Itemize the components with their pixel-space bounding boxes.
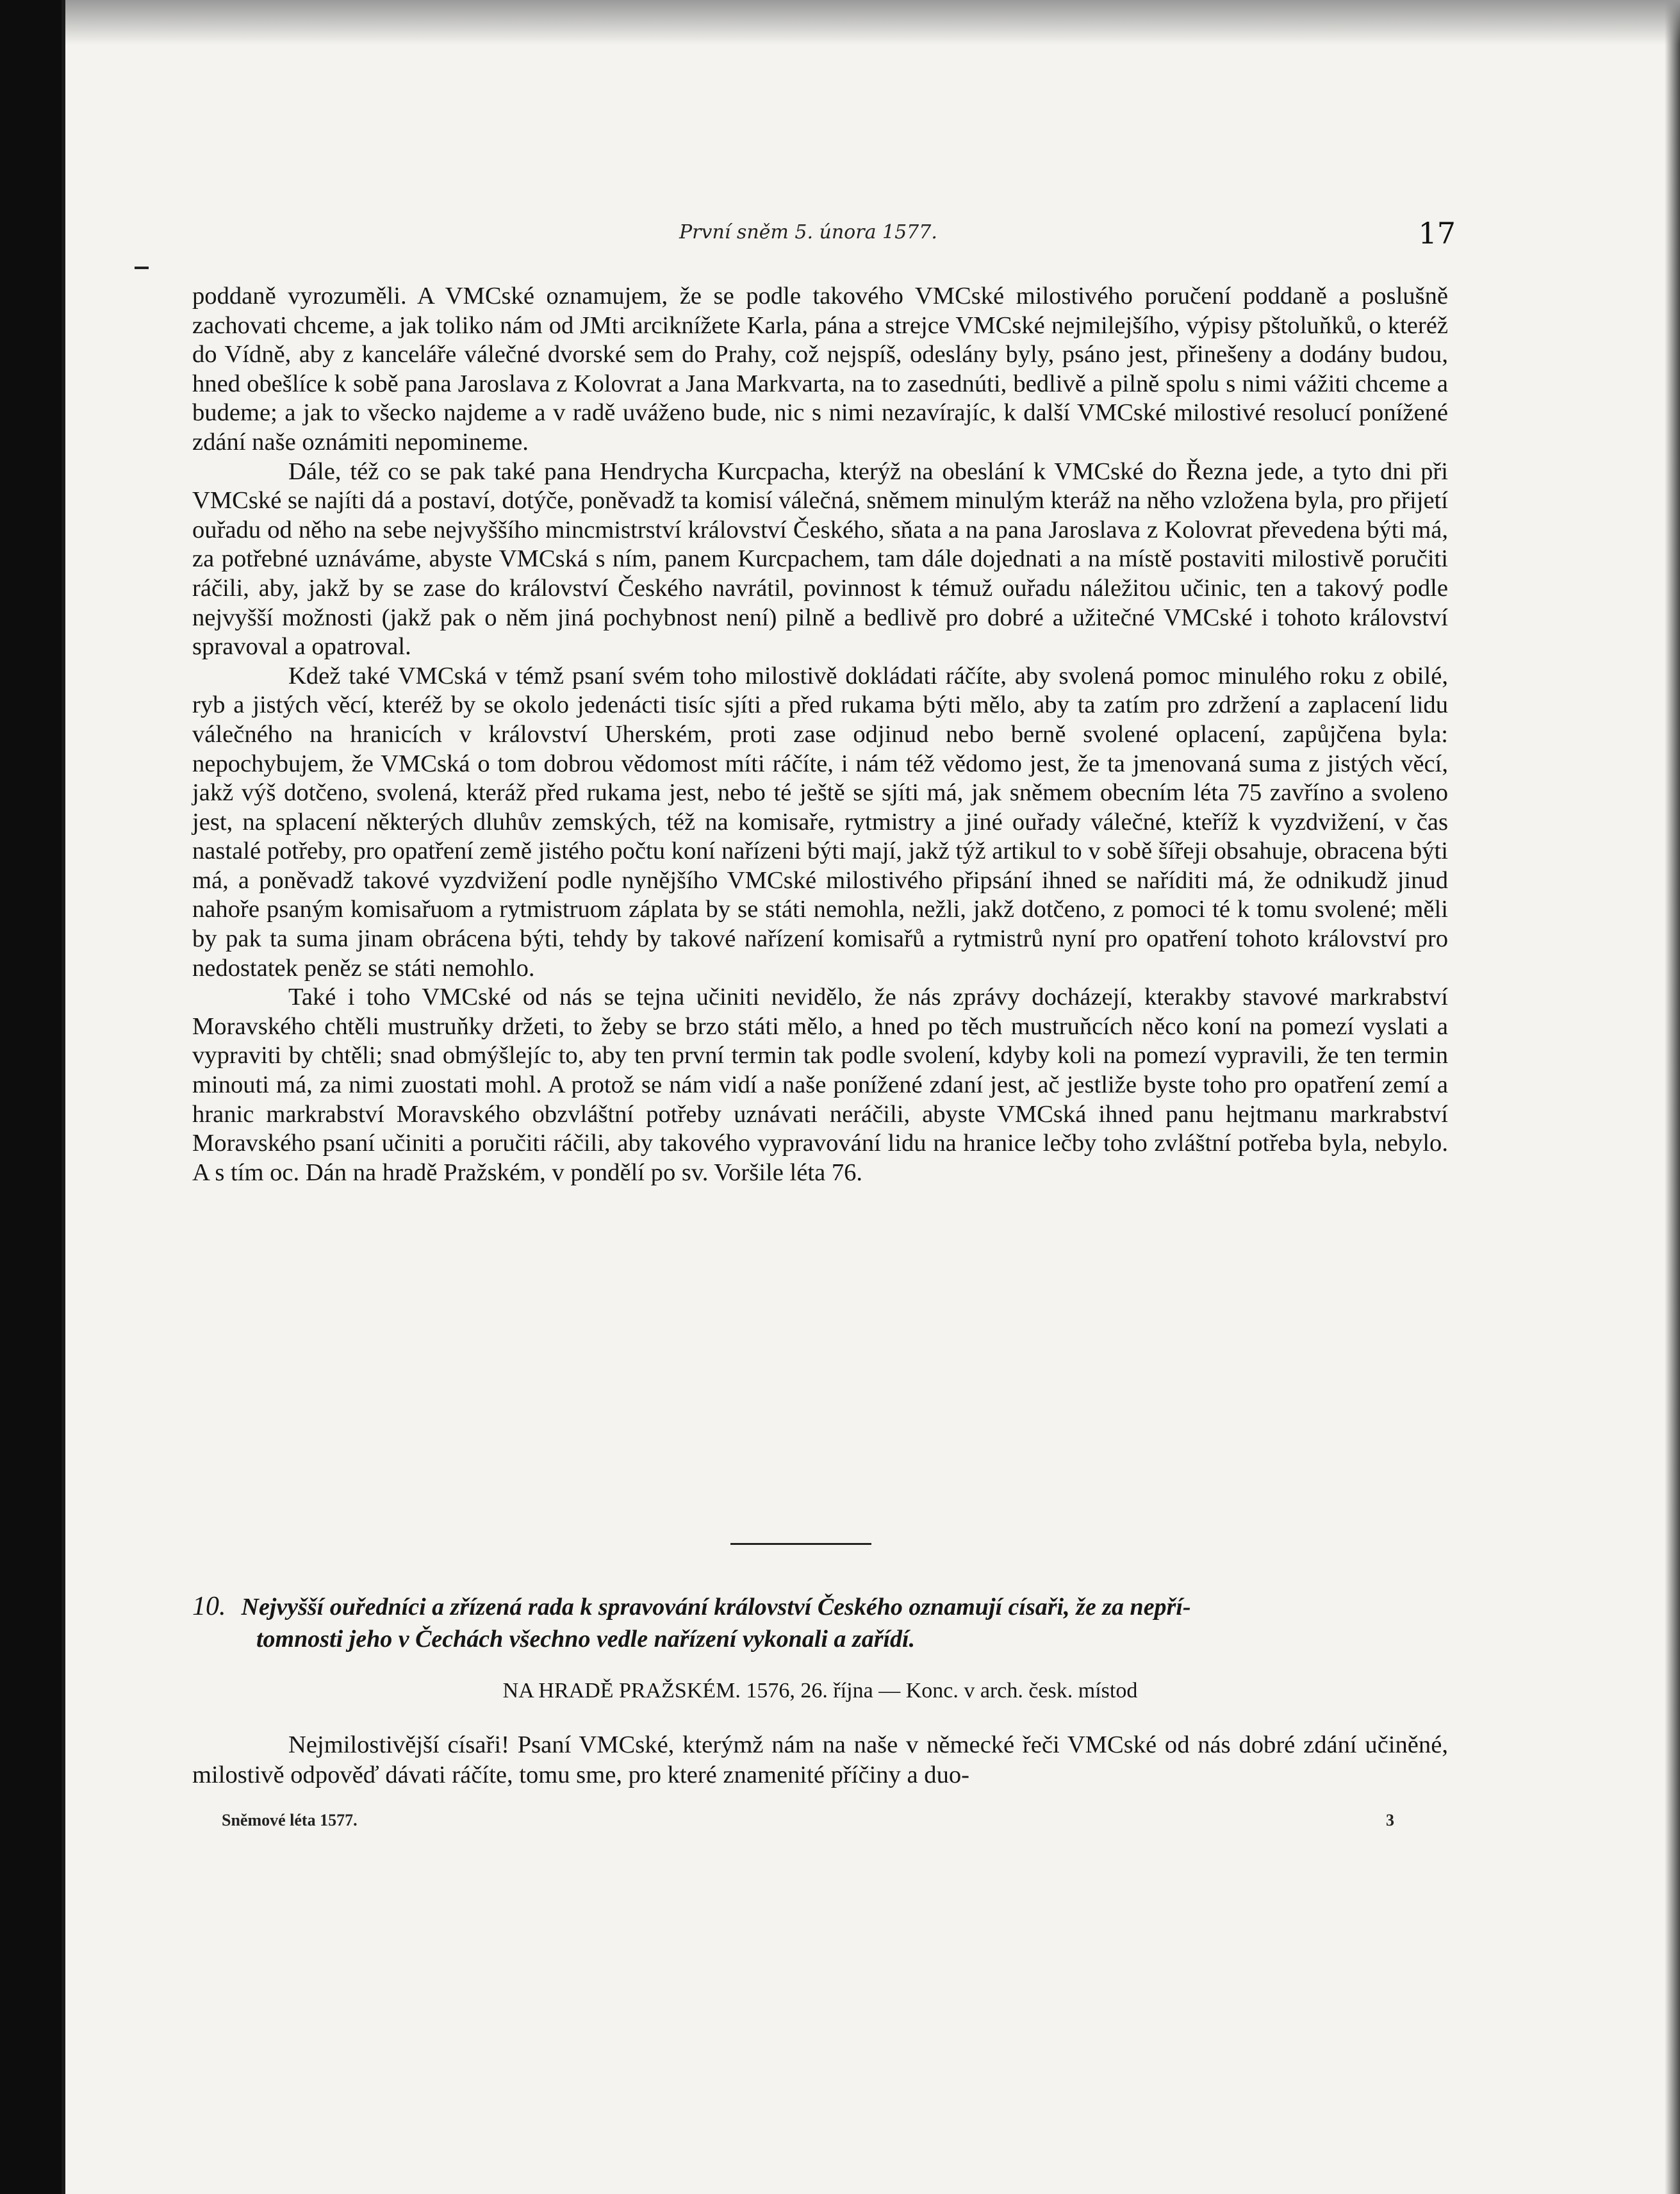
document-heading-line: Nejvyšší ouředníci a zřízená rada k spravování království Českého oznamují císaři, že za nepří- xyxy=(241,1594,1191,1621)
page-number: 17 xyxy=(1418,216,1456,251)
page-edge-shadow xyxy=(1665,0,1680,2194)
paragraph: Kdež také VMCská v témž psaní svém toho milostivě dokládati ráčíte, aby svolená pomoc minulého roku z obilé, ryb a jistých věcí, kteréž by se okolo jedenácti tisíc sjíti a před rukama býti mělo, aby ta zatím pro zdržení a zaplacení lidu válečného na hranicích v království Uherském, proti zase odjinud nebo berně svolené oplacení, zapůjčena byla: nepochybujem, že VMCská o tom dobrou vědomost míti ráčíte, i nám též vědomo jest, že ta jmenovaná suma z jistých věcí, jakž výš dotčeno, svolená, kteráž před rukama jest, nebo té ještě se sjíti má, jak sněmem obecním léta 75 zavříno a svoleno jest, na splacení některých dluhův zemských, též na komisaře, rytmistry a jiné ouřady válečné, kteříž k vyzdvižení, v čas nastalé potřeby, pro opatření země jistého počtu koní nařízeni býti mají, jakž týž artikul to v sobě šířeji obsahuje, obracena býti má, a poněvadž takové vyzdvižení podle nynějšího VMCské milostivého připsání ihned se naříditi má, že odnikudž jinud nahoře psaným komisařuom a rytmistruom záplata by se státi nemohla, nežli, jakž dotčeno, z pomoci té k tomu svolené; měli by pak ta suma jinam obrácena býti, tehdy by takové nařízení komisařů a rytmistrů nyní pro opatření tohoto království pro nedostatek peněz se státi nemohlo. xyxy=(192,662,1448,982)
signature-number: 3 xyxy=(1386,1811,1394,1829)
section-divider xyxy=(730,1543,871,1545)
body-text xyxy=(192,282,1448,1187)
document-opening: Nejmilostivější císaři! Psaní VMCské, kterýmž nám na naše v německé řeči VMCské od nás dobré zdání učiněné, milostivě odpověď dávati ráčíte, tomu sme, pro které znamenité příčiny a duo- xyxy=(192,1731,1448,1788)
document-number: 10. xyxy=(192,1592,226,1621)
paragraph: Dále, též co se pak také pana Hendrycha Kurcpacha, kterýž na obeslání k VMCské do Řezna jede, a tyto dni při VMCské se najíti dá a postaví, dotýče, poněvadž ta komisí válečná, sněmem minulým kteráž na něho vzložena byla, pro přijetí ouřadu od něho na sebe nejvyššího mincmistrství království Českého, sňata a na pana Jaroslava z Kolovrat převedena býti má, za potřebné uznáváme, abyste VMCská s ním, panem Kurcpachem, tam dále dojednati a na místě postaviti milostivě poručiti ráčili, aby, jakž by se zase do království Českého navrátil, povinnost k témuž ouřadu náležitou učinic, ten a takový podle nejvyšší možnosti (jakž pak o něm jiná pochybnost není) pilně a bedlivě pro dobré a užitečné VMCské i tohoto království spravoval a opatroval. xyxy=(192,458,1448,661)
paragraph: poddaně vyrozuměli. A VMCské oznamujem, že se podle takového VMCské milostivého poručení poddaně a poslušně zachovati chceme, a jak toliko nám od JMti arciknížete Karla, pána a strejce VMCské nejmilejšího, výpisy pštoluňků, o kteréž do Vídně, aby z kanceláře válečné dvorské sem do Prahy, což nejspíš, odeslány byly, psáno jest, přinešeny a dodány budou, hned obešlíce k sobě pana Jaroslava z Kolovrat a Jana Markvarta, na to zasednúti, bedlivě a pilně spolu s nimi vážiti chceme a budeme; a jak to všecko najdeme a v radě uváženo bude, nic s nimi nezavírajíc, k další VMCské milostivé resolucí ponížené zdání naše oznámiti nepomineme. xyxy=(192,283,1448,456)
document-source: NA HRADĚ PRAŽSKÉM. 1576, 26. října — Konc. v arch. česk. místod xyxy=(502,1679,1138,1703)
running-title: První sněm 5. února 1577. xyxy=(679,221,937,243)
margin-mark xyxy=(135,267,149,269)
page-footer xyxy=(222,1811,1394,1836)
printer-signature: Sněmové léta 1577. xyxy=(222,1811,358,1829)
document-heading xyxy=(192,1590,1448,1655)
paragraph: Také i toho VMCské od nás se tejna učiniti nevidělo, že nás zprávy docházejí, kterakby stavové markrabství Moravského chtěli mustruňky držeti, to žeby se brzo státi mělo, a hned po těch mustruňcích něco koní na pomezí vyslati a vypraviti by chtěli; snad obmýšlejíc to, aby ten první termin tak podle svolení, kdyby koli na pomezí vypravili, že ten termin minouti má, za nimi zuostati mohl. A protož se nám vidí a naše ponížené zdaní jest, ač jestliže byste toho pro opatření zemí a hranic markrabství Moravského obzvláštní potřeby uznávati neráčili, abyste VMCská ihned panu hejtmanu markrabství Moravského psaní učiniti a poručiti ráčili, aby takového vypravování lidu na hranice lečby toho zvláštní potřeba byla, nebylo. A s tím oc. Dán na hradě Pražském, v pondělí po sv. Voršile léta 76. xyxy=(192,984,1448,1186)
document-heading-line: tomnosti jeho v Čechách všechno vedle nařízení vykonali a zařídí. xyxy=(256,1626,916,1653)
page-header xyxy=(192,216,1456,260)
